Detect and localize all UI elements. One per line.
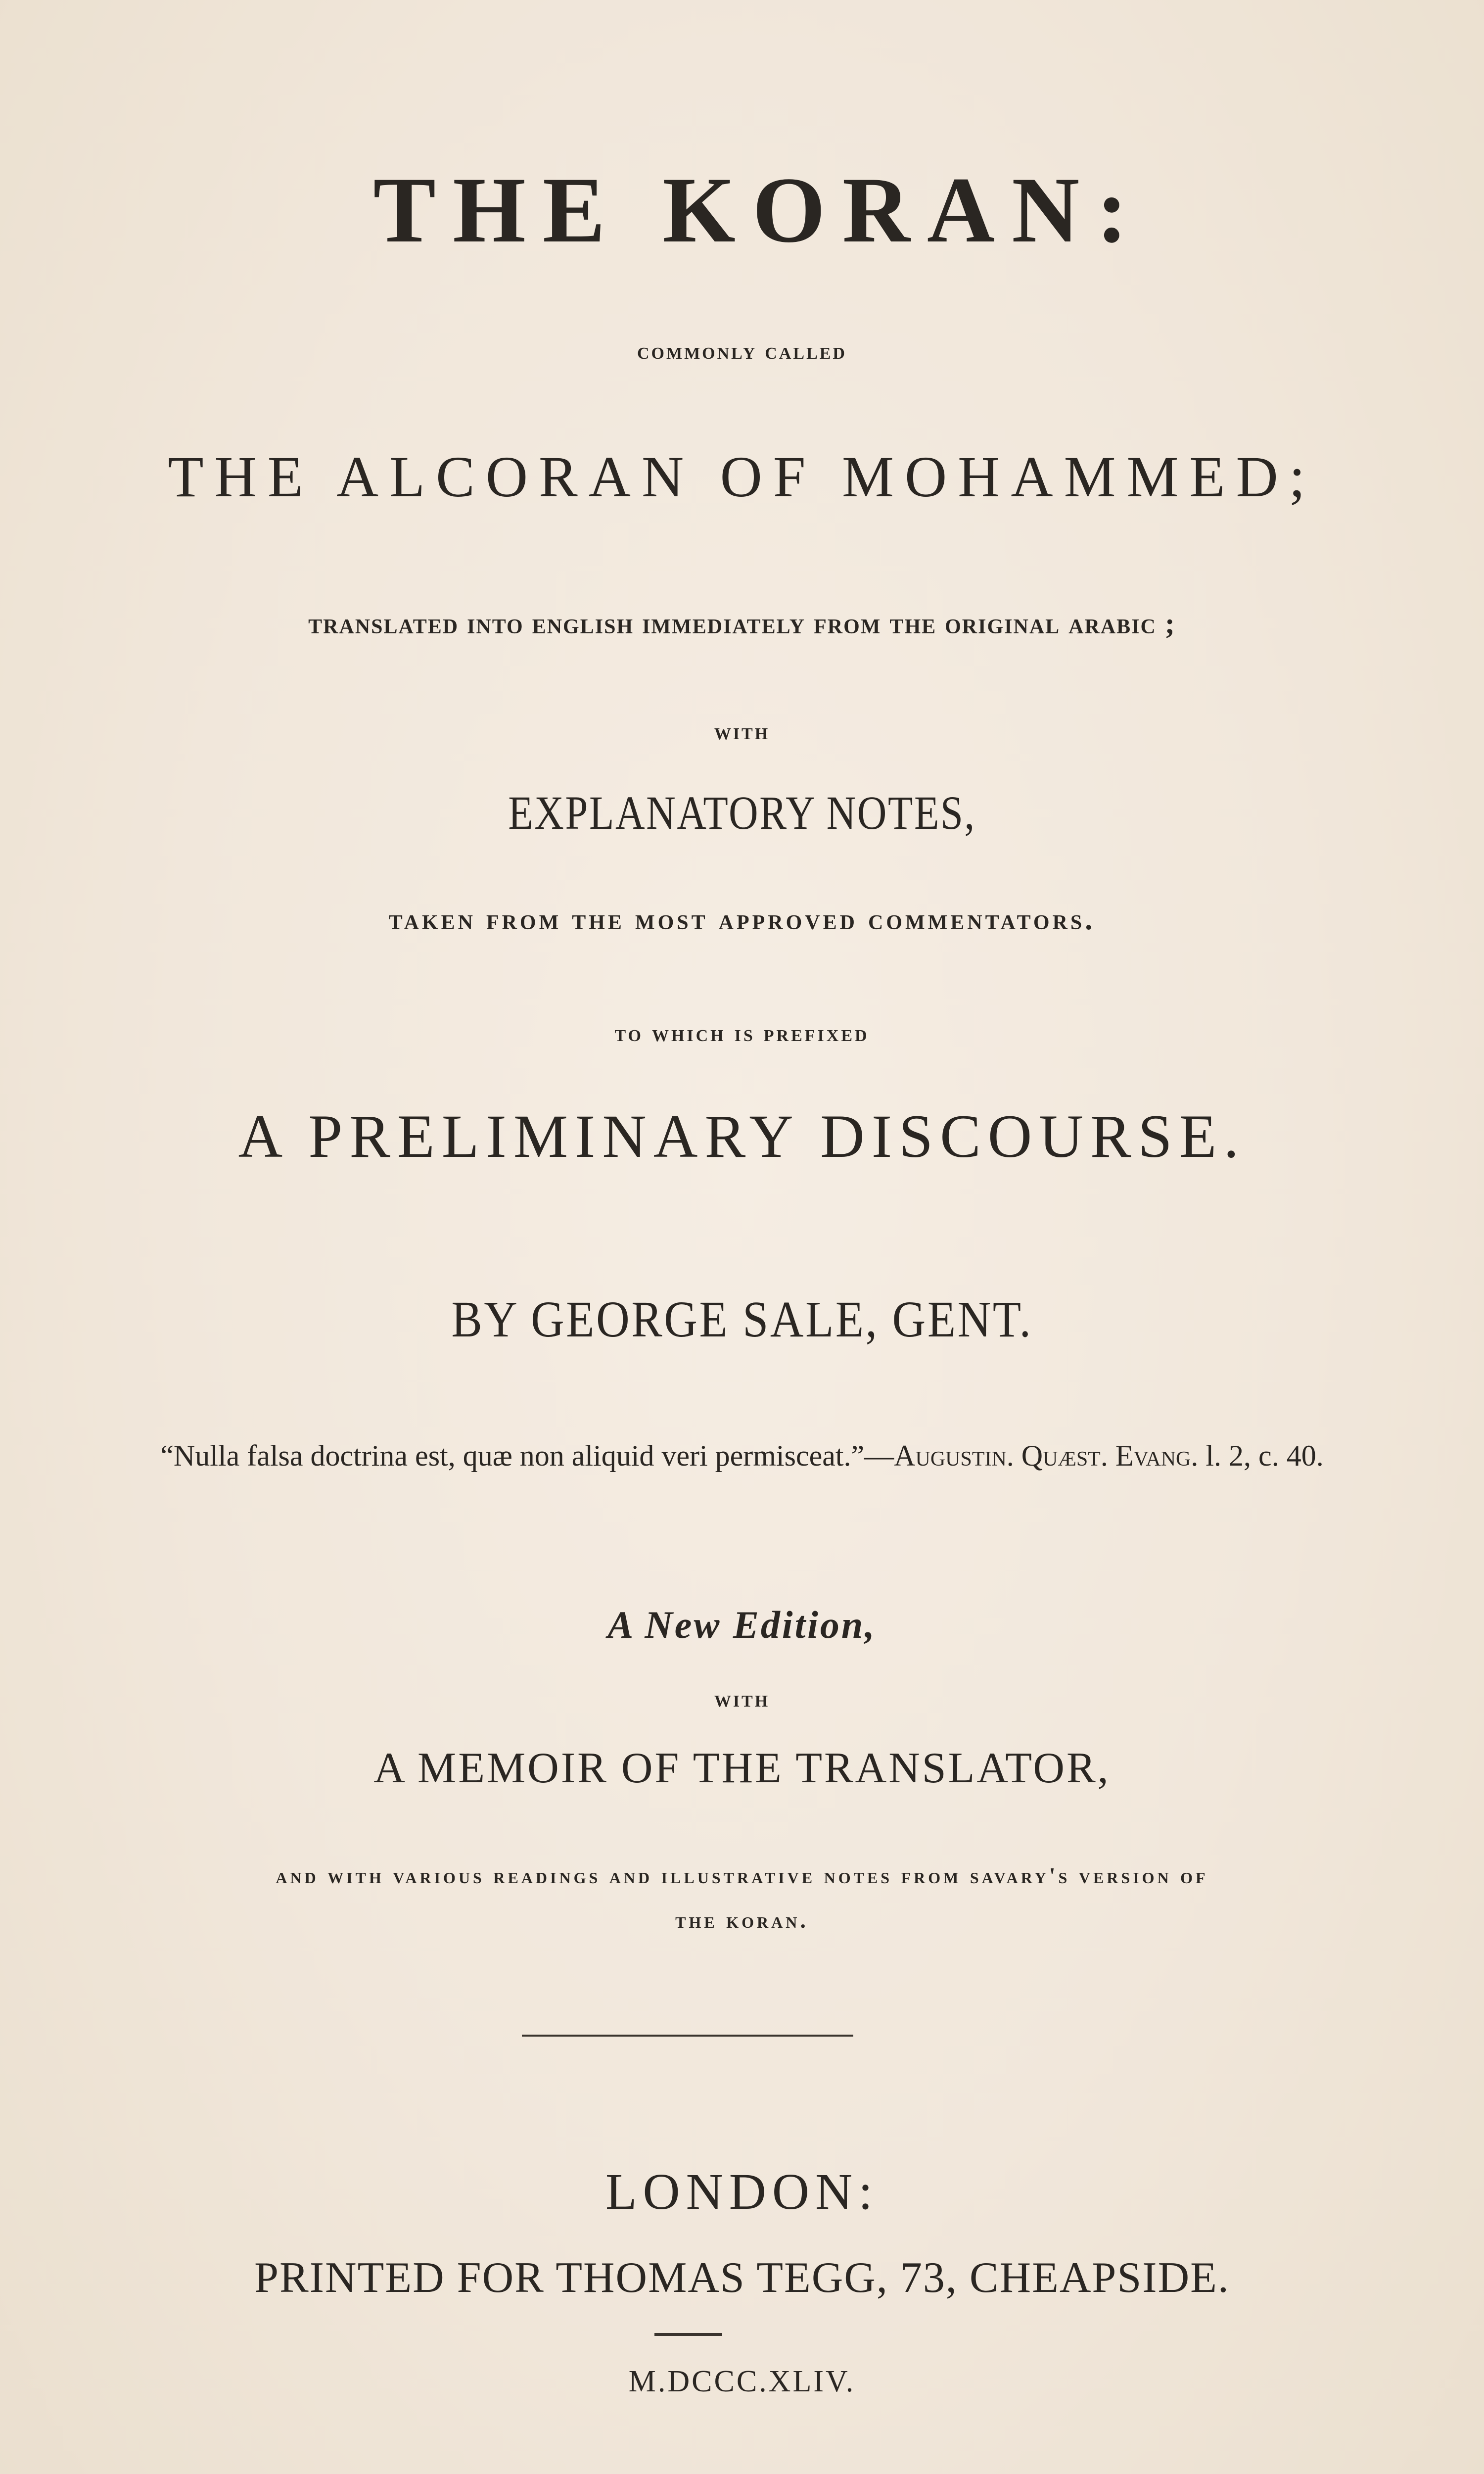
memoir-line: A MEMOIR OF THE TRANSLATOR,: [373, 1744, 1111, 1792]
section-divider: [522, 2035, 853, 2037]
notes-heading: EXPLANATORY NOTES,: [508, 786, 976, 839]
commentators-line: taken from the most approved commentators.: [388, 903, 1096, 936]
imprint-year: M.DCCC.XLIV.: [628, 2365, 856, 2398]
imprint-divider: [654, 2333, 722, 2336]
commonly-called-line: commonly called: [637, 338, 847, 364]
epigraph-citation: l. 2, c. 40.: [1198, 1439, 1324, 1472]
translation-note: translated into english immediately from the original arabic ;: [308, 607, 1176, 640]
epigraph-text: “Nulla falsa doctrina est, quæ non aliquid veri permisceat.”—: [160, 1439, 894, 1472]
edition-line: A New Edition,: [607, 1603, 877, 1646]
epigraph-source: Augustin. Quæst. Evang.: [894, 1439, 1199, 1472]
book-subtitle: THE ALCORAN OF MOHAMMED;: [168, 444, 1316, 509]
imprint-city: LONDON:: [605, 2163, 879, 2220]
book-title: THE KORAN:: [373, 158, 1145, 262]
prefixed-line: to which is prefixed: [614, 1020, 870, 1047]
imprint-printer: PRINTED FOR THOMAS TEGG, 73, CHEAPSIDE.: [254, 2254, 1230, 2302]
readings-line-2: the koran.: [675, 1907, 809, 1933]
readings-line-1: and with various readings and illustrative notes from savary's version of: [276, 1863, 1208, 1888]
with-line-2: with: [714, 1686, 770, 1712]
discourse-heading: A PRELIMINARY DISCOURSE.: [238, 1102, 1246, 1170]
epigraph: [0, 1441, 1484, 1471]
author-line: BY GEORGE SALE, GENT.: [451, 1291, 1033, 1348]
with-line-1: with: [714, 718, 770, 745]
